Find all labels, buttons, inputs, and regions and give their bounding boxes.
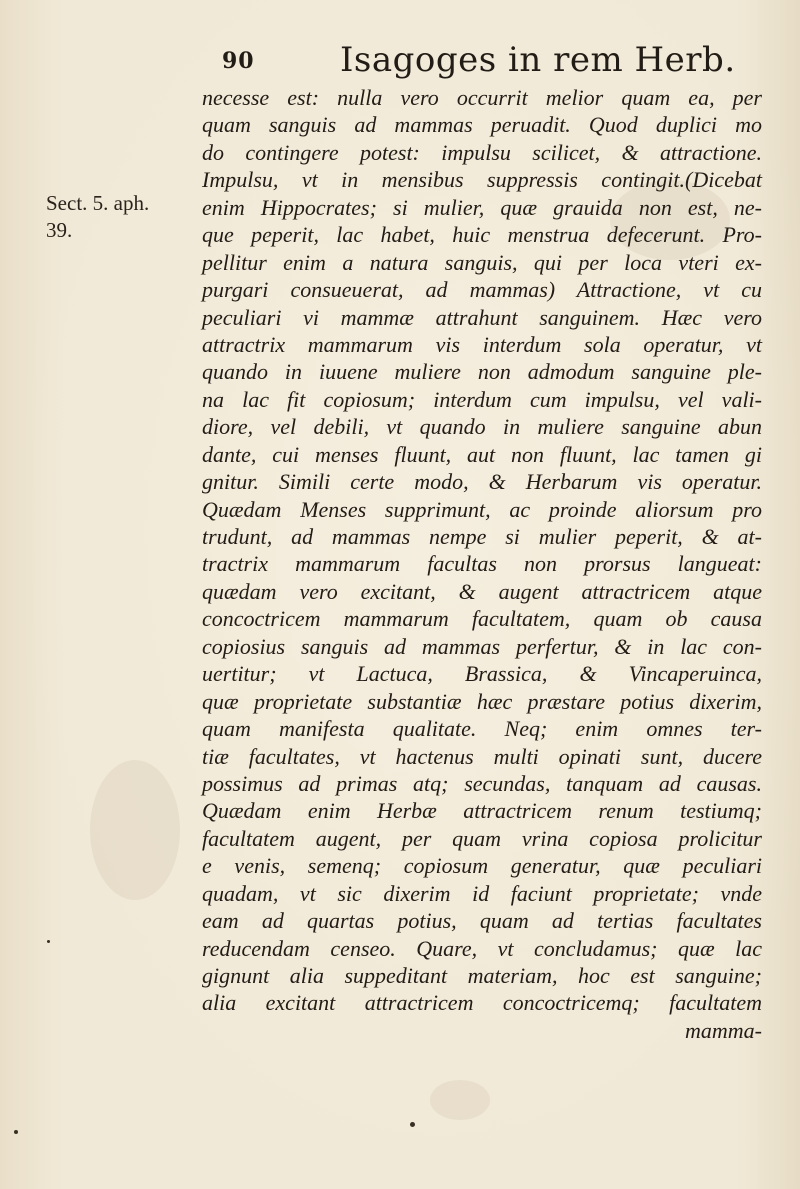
text-line: alia excitant attractricem concoctricemq; facultatem — [202, 990, 762, 1016]
text-line: attractrix mammarum vis interdum sola operatur, vt — [202, 331, 762, 357]
text-line: quam sanguis ad mammas peruadit. Quod duplici mo — [202, 112, 762, 138]
text-line: possimus ad primas atq; secundas, tanquam ad causas. — [202, 770, 762, 796]
text-line: quando in iuuene muliere non admodum sanguine ple- — [202, 359, 762, 385]
body-text — [202, 84, 762, 1044]
text-line: tiæ facultates, vt hactenus multi opinati sunt, ducere — [202, 743, 762, 769]
text-line: do contingere potest: impulsu scilicet, & attractione. — [202, 139, 762, 165]
text-line: diore, vel debili, vt quando in muliere sanguine abun — [202, 414, 762, 440]
text-line: necesse est: nulla vero occurrit melior quam ea, per — [202, 85, 762, 110]
text-line: facultatem augent, per quam vrina copiosa prolicitur — [202, 825, 762, 851]
text-line: e venis, semenq; copiosum generatur, quæ peculiari — [202, 853, 762, 879]
text-line: Impulsu, vt in mensibus suppressis contingit.(Dicebat — [202, 167, 762, 193]
running-title: Isagoges in rem Herb. — [340, 40, 736, 80]
text-line: uertitur; vt Lactuca, Brassica, & Vincaperuinca, — [202, 661, 762, 687]
text-line: que peperit, lac habet, huic menstrua defecerunt. Pro- — [202, 222, 762, 248]
text-line: dante, cui menses fluunt, aut non fluunt, lac tamen gi — [202, 441, 762, 467]
text-line: tractrix mammarum facultas non prorsus langueat: — [202, 551, 762, 577]
paper-stain — [90, 760, 180, 900]
text-line: na lac fit copiosum; interdum cum impulsu, vel vali- — [202, 386, 762, 412]
text-line: copiosius sanguis ad mammas perfertur, & in lac con- — [202, 633, 762, 659]
text-line: Quædam enim Herbæ attractricem renum testiumq; — [202, 798, 762, 824]
text-line: gignunt alia suppeditant materiam, hoc est sanguine; — [202, 963, 762, 988]
ink-speck — [47, 940, 50, 943]
text-line: quam manifesta qualitate. Neq; enim omnes ter- — [202, 716, 762, 742]
text-line: Quædam Menses supprimunt, ac proinde aliorsum pro — [202, 496, 762, 522]
margin-note-line: 39. — [46, 218, 73, 242]
marginal-reference — [46, 190, 196, 244]
text-line: enim Hippocrates; si mulier, quæ grauida non est, ne- — [202, 194, 762, 220]
margin-note-line: Sect. 5. aph. — [46, 191, 150, 215]
text-line: purgari consueuerat, ad mammas) Attractione, vt cu — [202, 277, 762, 303]
text-line: pellitur enim a natura sanguis, qui per loca vteri ex- — [202, 249, 762, 275]
paper-stain — [430, 1080, 490, 1120]
text-line: quædam vero excitant, & augent attractricem atque — [202, 578, 762, 604]
ink-speck — [14, 1130, 18, 1134]
text-line: trudunt, ad mammas nempe si mulier peperit, & at- — [202, 524, 762, 549]
text-line: peculiari vi mammæ attrahunt sanguinem. Hæc vero — [202, 304, 762, 330]
catchword: mamma- — [685, 1017, 762, 1043]
text-line: quæ proprietate substantiæ hæc præstare potius dixerim, — [202, 688, 762, 714]
ink-speck — [410, 1122, 415, 1127]
page-number: 90 — [222, 48, 255, 74]
text-line: quadam, vt sic dixerim id faciunt proprietate; vnde — [202, 880, 762, 906]
text-line: eam ad quartas potius, quam ad tertias facultates — [202, 908, 762, 934]
text-line: gnitur. Simili certe modo, & Herbarum vis operatur. — [202, 469, 762, 495]
text-line: concoctricem mammarum facultatem, quam ob causa — [202, 606, 762, 632]
text-line: reducendam censeo. Quare, vt concludamus; quæ lac — [202, 935, 762, 961]
